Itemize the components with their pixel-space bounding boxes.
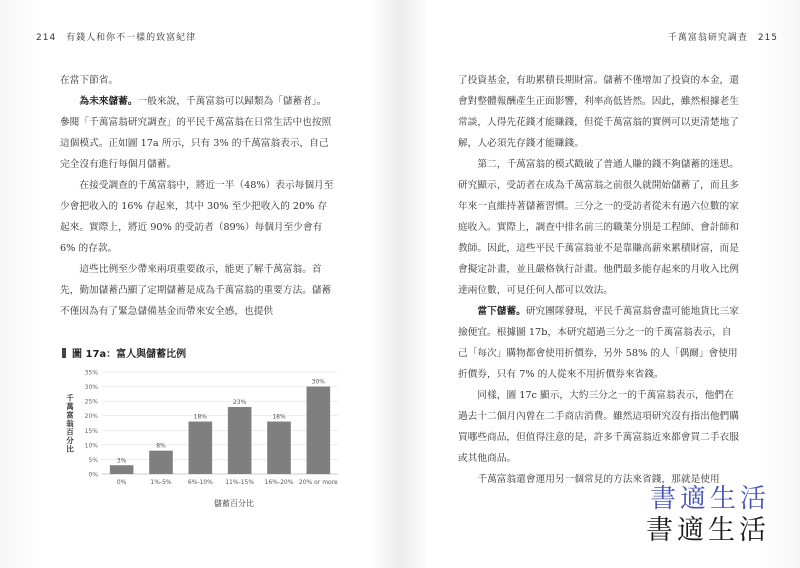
- gridlines: [102, 372, 338, 474]
- y-tick-label: 15%: [84, 427, 98, 435]
- paragraph: [60, 70, 335, 91]
- y-tick-label: 10%: [84, 442, 98, 450]
- y-axis-label-char: 千: [66, 393, 74, 403]
- paragraph: [60, 259, 335, 322]
- bar: [110, 465, 134, 474]
- right-running-header: 千萬富翁研究調查 215: [667, 33, 778, 43]
- y-axis-label: [65, 393, 74, 454]
- paragraph: [60, 175, 335, 259]
- savings-bar-chart: [60, 362, 340, 512]
- x-tick-label: 6%-10%: [187, 479, 213, 486]
- bar: [228, 407, 252, 474]
- paragraph-lead: 當下儲蓄。: [477, 306, 526, 317]
- x-tick-label: 20% or more: [298, 479, 338, 486]
- x-axis-label: 儲蓄百分比: [214, 499, 254, 508]
- data-label: 8%: [156, 442, 166, 450]
- x-tick-labels: [117, 479, 338, 486]
- y-axis-label-char: 富: [66, 410, 74, 420]
- figure-marker-icon: [62, 348, 66, 358]
- data-label: 18%: [272, 413, 286, 421]
- data-label: 18%: [193, 413, 208, 421]
- data-label: 3%: [116, 457, 127, 465]
- paragraph-text: 第二，千萬富翁的模式戳破了普通人賺的錢不夠儲蓄的迷思。研究顯示，受訪者在成為千萬富翁之前很久就開始儲蓄了，而且多年來一直維持著儲蓄習慣。三分之一的受訪者從未有過六位數的家庭收入。實際上，調查中排名前三的職業分別是工程師、會計師和教師。因此，這些平民千萬富翁並不是靠賺高薪來累積財富，而是會擬定計畫，並且嚴格執行計畫。他們最多能存起來的月收入比例達兩位數，可見任何人都可以效法。: [458, 159, 739, 296]
- x-tick-label: 0%: [116, 479, 127, 486]
- watermark-line-1: 書適生活: [649, 484, 770, 514]
- figure-title-text: 圖 17a：富人與儲蓄比例: [72, 349, 187, 360]
- y-axis-label-char: 翁: [66, 419, 74, 428]
- data-label: 23%: [232, 398, 247, 406]
- bar: [267, 422, 291, 474]
- paragraph: [458, 154, 740, 301]
- paragraph: [458, 70, 740, 154]
- figure-title: [62, 345, 186, 360]
- paragraph-text: 研究團隊發現，平民千萬富翁會盡可能地貨比三家撿便宜。根據圖 17b，本研究超過三分之一的千萬富翁表示，自己「每次」購物都會使用折價券，另外 58% 的人「偶爾」會使用折價券，只有 7% 的人從來不用折價券來省錢。: [458, 306, 739, 380]
- right-page: [400, 0, 800, 568]
- y-axis-label-char: 比: [66, 444, 74, 454]
- bar: [189, 422, 213, 474]
- left-body-text: [60, 70, 335, 322]
- paragraph-lead: 為未來儲蓄。: [79, 96, 138, 107]
- paragraph-text: 千萬富翁還會運用另一個常見的方法來省錢，那就是使用: [477, 474, 720, 485]
- paragraph: [458, 385, 740, 469]
- right-body-text: [458, 70, 740, 490]
- paragraph: [458, 301, 740, 385]
- paragraph-text: 一般來說，千萬富翁可以歸類為「儲蓄者」。參閱「千萬富翁研究調查」的平民千萬富翁在日常生活中也按照這個模式。正如圖 17a 所示，只有 3% 的千萬富翁表示，自己完全沒有進行每個月儲蓄。: [60, 96, 332, 170]
- paragraph-text: 這些比例至少帶來兩項重要啟示，能更了解千萬富翁。首先，勤加儲蓄凸顯了定期儲蓄是成為千萬富翁的重要方法。儲蓄不僅因為有了緊急儲備基金而帶來安全感，也提供: [60, 264, 332, 317]
- bar: [307, 387, 331, 474]
- x-tick-label: 11%-15%: [225, 479, 255, 486]
- y-tick-label: 30%: [84, 384, 98, 392]
- y-tick-labels: [85, 370, 99, 479]
- y-tick-label: 20%: [84, 413, 98, 421]
- y-tick-label: 25%: [84, 398, 98, 406]
- paragraph-text: 同樣，圖 17c 顯示，大約三分之一的千萬富翁表示，他們在過去十二個月內曾在二手商店消費。雖然這項研究沒有指出他們購買哪些商品，但值得注意的是，許多千萬富翁近來都會買二手衣服或其他商品。: [458, 390, 739, 464]
- bar: [149, 451, 173, 474]
- data-label: 30%: [311, 378, 326, 386]
- x-tick-label: 1%-5%: [150, 479, 172, 486]
- paragraph: [60, 91, 335, 175]
- y-axis-label-char: 百: [66, 427, 74, 437]
- paragraph-text: 在接受調查的千萬富翁中，將近一半（48%）表示每個月至少會把收入的 16% 存起來，其中 30% 至少把收入的 20% 存起來。實際上，將近 90% 的受訪者（89%）每個月至少會有 6% 的存款。: [60, 180, 334, 254]
- data-labels: [117, 379, 325, 465]
- y-tick-label: 5%: [88, 456, 98, 464]
- y-axis-label-char: 分: [66, 436, 74, 445]
- paragraph-text: 在當下節省。: [60, 75, 119, 86]
- y-tick-label: 0%: [88, 471, 98, 479]
- left-running-header: 214 有錢人和你不一樣的致富紀律: [36, 33, 197, 43]
- y-axis-label-char: 萬: [66, 402, 74, 411]
- paragraph-text: 了投資基金，有助累積長期財富。儲蓄不僅增加了投資的本金，還會對整體報酬產生正面影響，利率高低皆然。因此，雖然根據老生常談，人得先花錢才能賺錢，但從千萬富翁的實例可以更清楚地了解，人必須先存錢才能賺錢。: [458, 75, 739, 149]
- x-tick-label: 16%-20%: [264, 479, 294, 486]
- y-tick-label: 35%: [84, 369, 98, 377]
- watermark-line-2: 書適生活: [646, 515, 770, 546]
